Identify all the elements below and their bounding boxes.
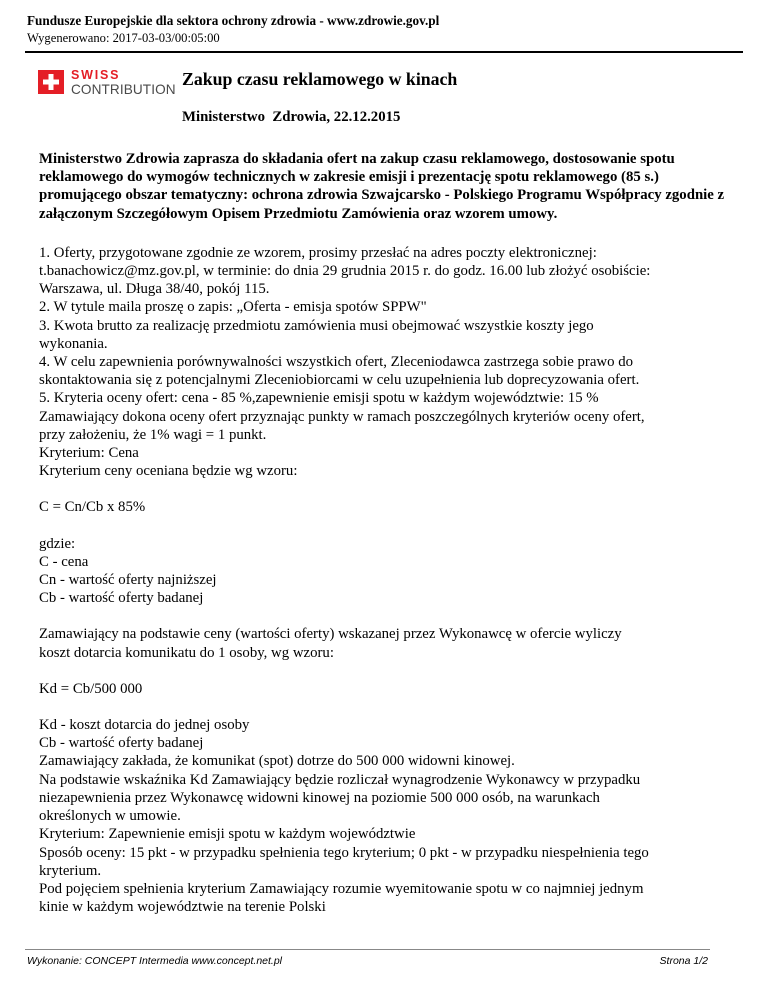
cost-details	[39, 716, 734, 916]
header-divider	[25, 51, 743, 53]
article-content	[39, 150, 734, 916]
generated-timestamp: Wygenerowano: 2017-03-03/00:05:00	[27, 31, 220, 45]
text-line: Na podstawie wskaźnika Kd Zamawiający będzie rozliczał wynagrodzenie Wykonawcy w przypadku	[39, 771, 641, 788]
text-line: C - cena	[39, 553, 89, 570]
article-title: Zakup czasu reklamowego w kinach	[182, 69, 458, 89]
text-line: Kd - koszt dotarcia do jednej osoby	[39, 717, 250, 734]
text-line: kryterium.	[39, 862, 102, 879]
text-line: określonych w umowie.	[39, 808, 181, 825]
swiss-contribution-logo	[38, 68, 176, 100]
cost-formula: Kd = Cb/500 000	[39, 680, 143, 697]
text-line: wykonania.	[39, 335, 108, 352]
text-line: skontaktowania się z potencjalnymi Zleceniobiorcami w celu uzupełnienia lub doprecyzowania ofert.	[39, 372, 640, 389]
text-line: Zamawiający na podstawie ceny (wartości oferty) wskazanej przez Wykonawcę w ofercie wyliczy	[39, 626, 622, 643]
page-number: Strona 1/2	[659, 955, 708, 967]
cost-intro	[39, 625, 734, 661]
text-line: Sposób oceny: 15 pkt - w przypadku spełnienia tego kryterium; 0 pkt - w przypadku niespełnienia tego	[39, 844, 649, 861]
text-line: koszt dotarcia komunikatu do 1 osoby, wg wzoru:	[39, 644, 334, 661]
text-line: Cn - wartość oferty najniższej	[39, 572, 217, 589]
text-line: 3. Kwota brutto za realizację przedmiotu zamówienia musi obejmować wszystkie koszty jego	[39, 317, 594, 334]
text-line: 1. Oferty, przygotowane zgodnie ze wzorem, prosimy przesłać na adres poczty elektronicznej:	[39, 244, 597, 261]
site-title: Fundusze Europejskie dla sektora ochrony zdrowia - www.zdrowie.gov.pl	[27, 13, 440, 28]
text-line: Warszawa, ul. Długa 38/40, pokój 115.	[39, 281, 270, 298]
text-line: niezapewnienia przez Wykonawcę widowni kinowej na poziomie 500 000 osób, na warunkach	[39, 789, 600, 806]
text-line: Kryterium ceny oceniana będzie wg wzoru:	[39, 463, 298, 480]
text-line: Cb - wartość oferty badanej	[39, 590, 204, 607]
conditions-list	[39, 244, 734, 481]
text-line: 4. W celu zapewnienia porównywalności wszystkich ofert, Zleceniodawca zastrzega sobie prawo do	[39, 354, 633, 371]
text-line: Cb - wartość oferty badanej	[39, 735, 204, 752]
text-line: kinie w każdym województwie na terenie Polski	[39, 899, 326, 916]
footer-credit: Wykonanie: CONCEPT Intermedia www.concept.net.pl	[27, 955, 283, 967]
text-line: Kryterium: Cena	[39, 445, 139, 462]
text-line: Zamawiający zakłada, że komunikat (spot) dotrze do 500 000 widowni kinowej.	[39, 753, 515, 770]
text-line: gdzie:	[39, 535, 76, 552]
article-meta: Ministerstwo Zdrowia, 22.12.2015	[182, 109, 401, 125]
text-line: Pod pojęciem spełnienia kryterium Zamawiający rozumie wyemitowanie spotu w co najmniej jednym	[39, 880, 644, 897]
text-line: Kryterium: Zapewnienie emisji spotu w każdym województwie	[39, 826, 416, 843]
text-line: 2. W tytule maila proszę o zapis: „Oferta - emisja spotów SPPW"	[39, 299, 427, 316]
article-lead: Ministerstwo Zdrowia zaprasza do składania ofert na zakup czasu reklamowego, dostosowanie spotu reklamowego do wymogów technicznych w zakresie emisji i prezentację spotu reklamowego (85 s.) promującego obszar tematyczny: ochrona zdrowia Szwajcarsko - Polskiego Programu Współpracy zgodnie z załączonym Szczegółowym Opisem Przedmiotu Zamówienia oraz wzorem umowy.	[39, 151, 725, 222]
footer-divider	[25, 949, 710, 950]
text-line: przy założeniu, że 1% wagi = 1 punkt.	[39, 426, 267, 443]
logo-text-contribution: CONTRIBUTION	[71, 82, 176, 97]
logo-text-swiss: SWISS	[71, 68, 121, 82]
text-line: 5. Kryteria oceny ofert: cena - 85 %,zapewnienie emisji spotu w każdym województwie: 15 %	[39, 390, 599, 407]
swiss-cross-logo-icon	[38, 70, 64, 94]
price-formula: C = Cn/Cb x 85%	[39, 499, 146, 516]
formula-legend	[39, 535, 734, 608]
text-line: t.banachowicz@mz.gov.pl, w terminie: do dnia 29 grudnia 2015 r. do godz. 16.00 lub złożyć osobiście:	[39, 263, 651, 280]
text-line: Zamawiający dokona oceny ofert przyznając punkty w ramach poszczególnych kryteriów oceny ofert,	[39, 408, 645, 425]
